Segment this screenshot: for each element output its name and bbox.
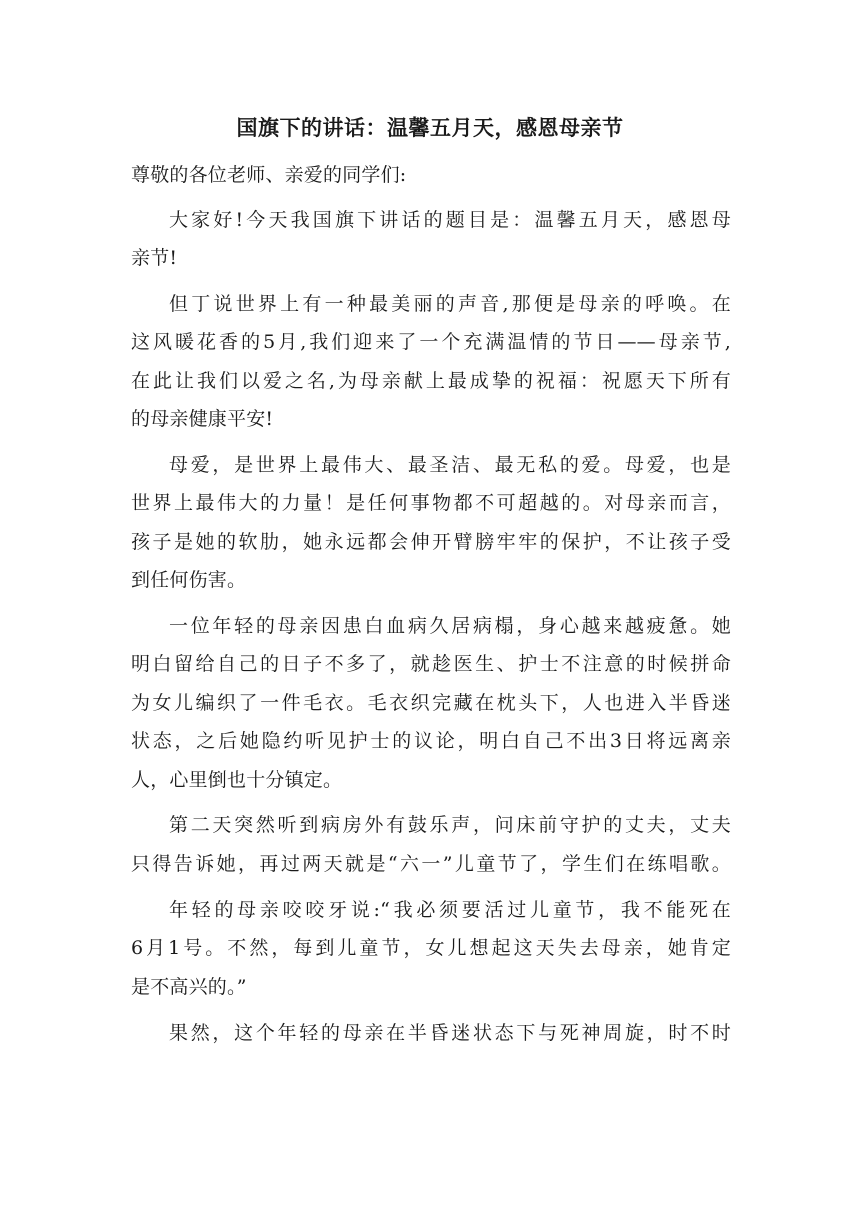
paragraph-line: 人，心里倒也十分镇定。 — [131, 769, 343, 791]
paragraph-line: 是不高兴的。” — [131, 976, 247, 998]
paragraph-line: 明白留给自己的日子不多了，就趁医生、护士不注意的时候拼命 — [131, 653, 731, 675]
paragraph-line: 这风暖花香的5月,我们迎来了一个充满温情的节日——母亲节, — [131, 331, 731, 353]
paragraph-line: 大家好!今天我国旗下讲话的题目是：温馨五月天，感恩母 — [169, 209, 731, 231]
paragraph-line: 在此让我们以爱之名,为母亲献上最成挚的祝福：祝愿天下所有 — [131, 370, 731, 392]
paragraph-line: 的母亲健康平安! — [131, 408, 274, 430]
paragraph-line: 只得告诉她，再过两天就是“六一”儿童节了，学生们在练唱歌。 — [131, 853, 731, 875]
paragraph-line: 到任何伤害。 — [131, 569, 247, 591]
paragraph-line: 第二天突然听到病房外有鼓乐声，问床前守护的丈夫，丈夫 — [169, 814, 731, 836]
paragraph-line: 为女儿编织了一件毛衣。毛衣织完藏在枕头下，人也进入半昏迷 — [131, 692, 731, 714]
paragraph-line: 但丁说世界上有一种最美丽的声音,那便是母亲的呼唤。在 — [169, 293, 731, 315]
paragraph-line: 状态，之后她隐约听见护士的议论，明白自己不出3日将远离亲 — [131, 730, 731, 752]
document-title: 国旗下的讲话：温馨五月天，感恩母亲节 — [236, 115, 624, 140]
paragraph-line: 年轻的母亲咬咬牙说:“我必须要活过儿童节，我不能死在 — [169, 899, 731, 921]
paragraph-line: 母爱，是世界上最伟大、最圣洁、最无私的爱。母爱，也是 — [169, 454, 731, 476]
paragraph-line: 一位年轻的母亲因患白血病久居病榻，身心越来越疲惫。她 — [169, 615, 731, 637]
paragraph-line: 果然，这个年轻的母亲在半昏迷状态下与死神周旋，时不时 — [169, 1022, 731, 1044]
paragraph-line: 孩子是她的软肋，她永远都会伸开臂膀牢牢的保护，不让孩子受 — [131, 531, 731, 553]
paragraph-line: 亲节! — [131, 247, 178, 269]
paragraph-line: 世界上最伟大的力量！是任何事物都不可超越的。对母亲而言， — [131, 492, 731, 514]
salutation: 尊敬的各位老师、亲爱的同学们: — [131, 164, 407, 186]
paragraph-line: 6月1号。不然，每到儿童节，女儿想起这天失去母亲，她肯定 — [131, 937, 731, 959]
